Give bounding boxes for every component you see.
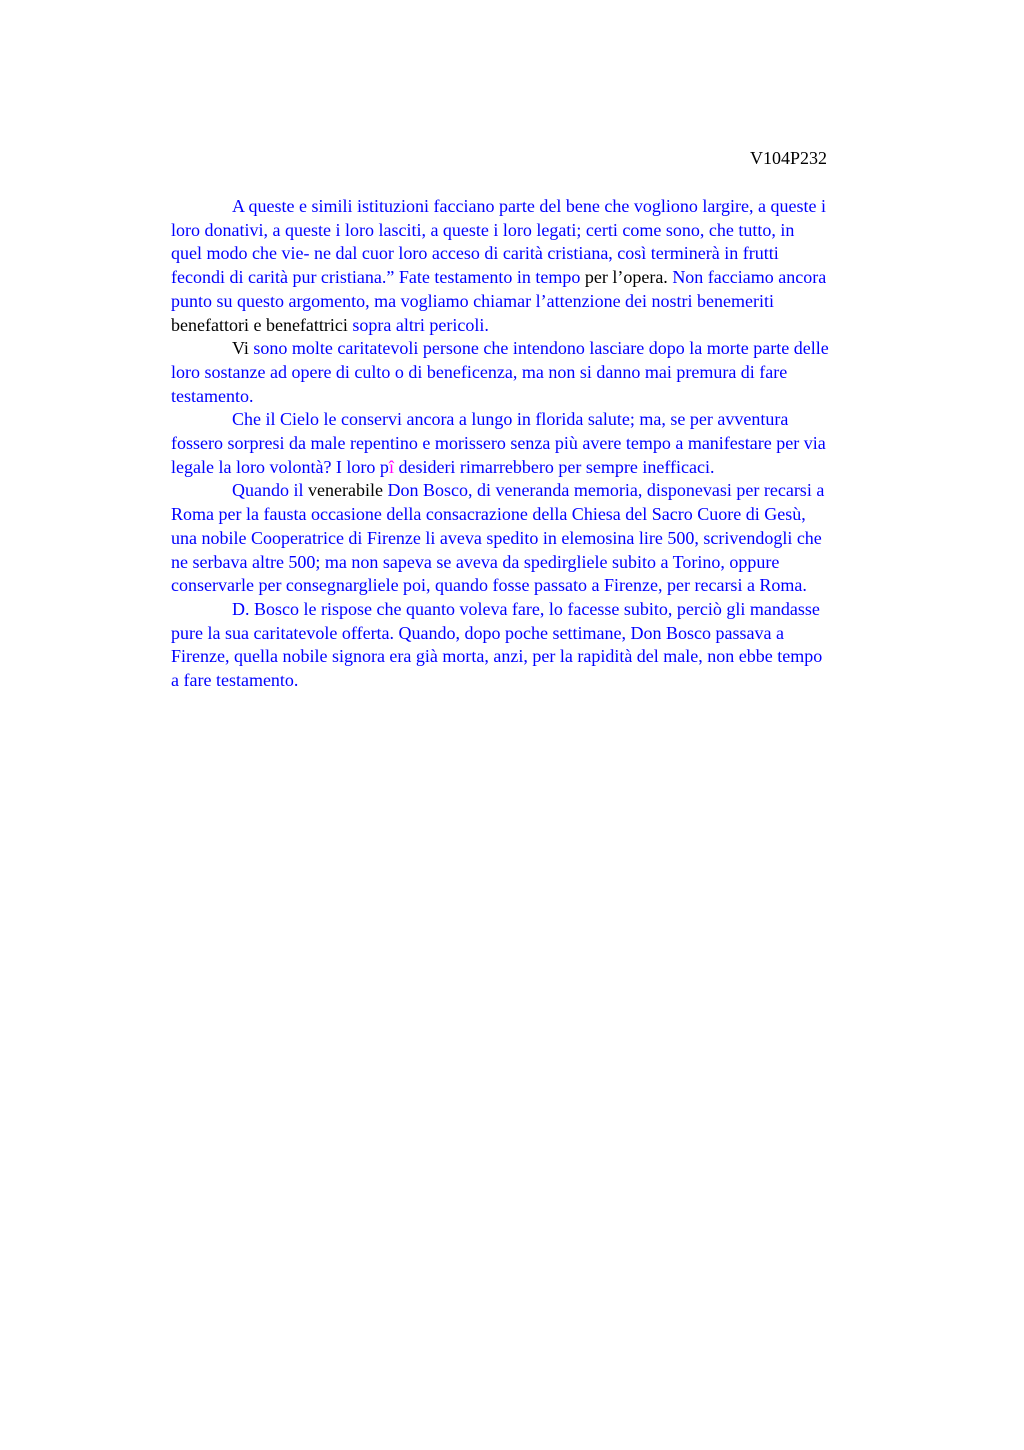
paragraph-1-line-4: [171, 266, 931, 290]
paragraph-4-line-3: una nobile Cooperatrice di Firenze li aveva spedito in elemosina lire 500, scrivendogli che: [171, 527, 822, 548]
text-segment: legale la loro volontà? I loro p: [171, 456, 389, 477]
paragraph-3: [171, 408, 931, 479]
paragraph-4-line-2: Roma per la fausta occasione della consacrazione della Chiesa del Sacro Cuore di Gesù,: [171, 504, 806, 525]
paragraph-2: [171, 337, 931, 408]
paragraph-5-line-2: pure la sua caritatevole offerta. Quando, dopo poche settimane, Don Bosco passava a: [171, 622, 784, 643]
paragraph-1-line-6: [171, 314, 931, 338]
text-segment: Quando il: [232, 480, 304, 501]
paragraph-2-line-3: testamento.: [171, 385, 254, 406]
paragraph-4-line-4: ne serbava altre 500; ma non sapeva se aveva da spedirgliele subito a Torino, oppure: [171, 551, 780, 572]
paragraph-1-line-2: loro donativi, a queste i loro lasciti, a queste i loro legati; certi come sono, che tutto, in: [171, 219, 795, 240]
paragraph-1-line-1: A queste e simili istituzioni facciano parte del bene che vogliono largire, a queste i: [232, 196, 826, 216]
paragraph-3-line-1: Che il Cielo le conservi ancora a lungo in florida salute; ma, se per avventura: [232, 409, 789, 430]
paragraph-5-line-3: Firenze, quella nobile signora era già morta, anzi, per la rapidità del male, non ebbe tempo: [171, 646, 823, 667]
paragraph-1: [171, 195, 931, 337]
text-segment: Don Bosco, di veneranda memoria, disponevasi per recarsi a: [387, 480, 825, 501]
paragraph-3-line-3: [171, 456, 931, 480]
text-segment-magenta: î: [388, 456, 394, 477]
text-segment-black: per l’opera.: [584, 267, 668, 288]
paragraph-3-line-2: fossero sorpresi da male repentino e morissero senza più avere tempo a manifestare per via: [171, 433, 826, 454]
text-segment: Non facciamo ancora: [672, 267, 827, 288]
text-segment-black: benefattori e benefattrici: [171, 314, 348, 335]
text-segment: desideri rimarrebbero per sempre inefficaci.: [398, 456, 715, 477]
paragraph-1-line-5: punto su questo argomento, ma vogliamo chiamar l’attenzione dei nostri benemeriti: [171, 290, 775, 311]
paragraph-5-line-1: D. Bosco le rispose che quanto voleva fare, lo facesse subito, perciò gli mandasse: [232, 598, 820, 619]
paragraph-4: [171, 479, 931, 598]
paragraph-5: [171, 598, 931, 693]
text-segment: sono molte caritatevoli persone che intendono lasciare dopo la morte parte delle: [253, 338, 829, 359]
document-body: [171, 195, 931, 693]
text-segment-black: venerabile: [308, 480, 383, 501]
paragraph-4-line-1: [171, 479, 931, 503]
paragraph-4-line-5: conservarle per consegnargliele poi, quando fosse passato a Firenze, per recarsi a Roma.: [171, 575, 807, 596]
paragraph-5-line-4: a fare testamento.: [171, 670, 299, 691]
text-segment: fecondi di carità pur cristiana.” Fate testamento in tempo: [171, 267, 581, 288]
paragraph-2-line-1: [171, 337, 931, 361]
paragraph-2-line-2: loro sostanze ad opere di culto o di beneficenza, ma non si danno mai premura di fare: [171, 361, 788, 382]
text-segment: sopra altri pericoli.: [352, 314, 489, 335]
page-identifier: V104P232: [750, 148, 828, 168]
text-segment-black: Vi: [232, 338, 249, 359]
paragraph-1-line-3: quel modo che vie- ne dal cuor loro acceso di carità cristiana, così terminerà in frutti: [171, 243, 779, 264]
